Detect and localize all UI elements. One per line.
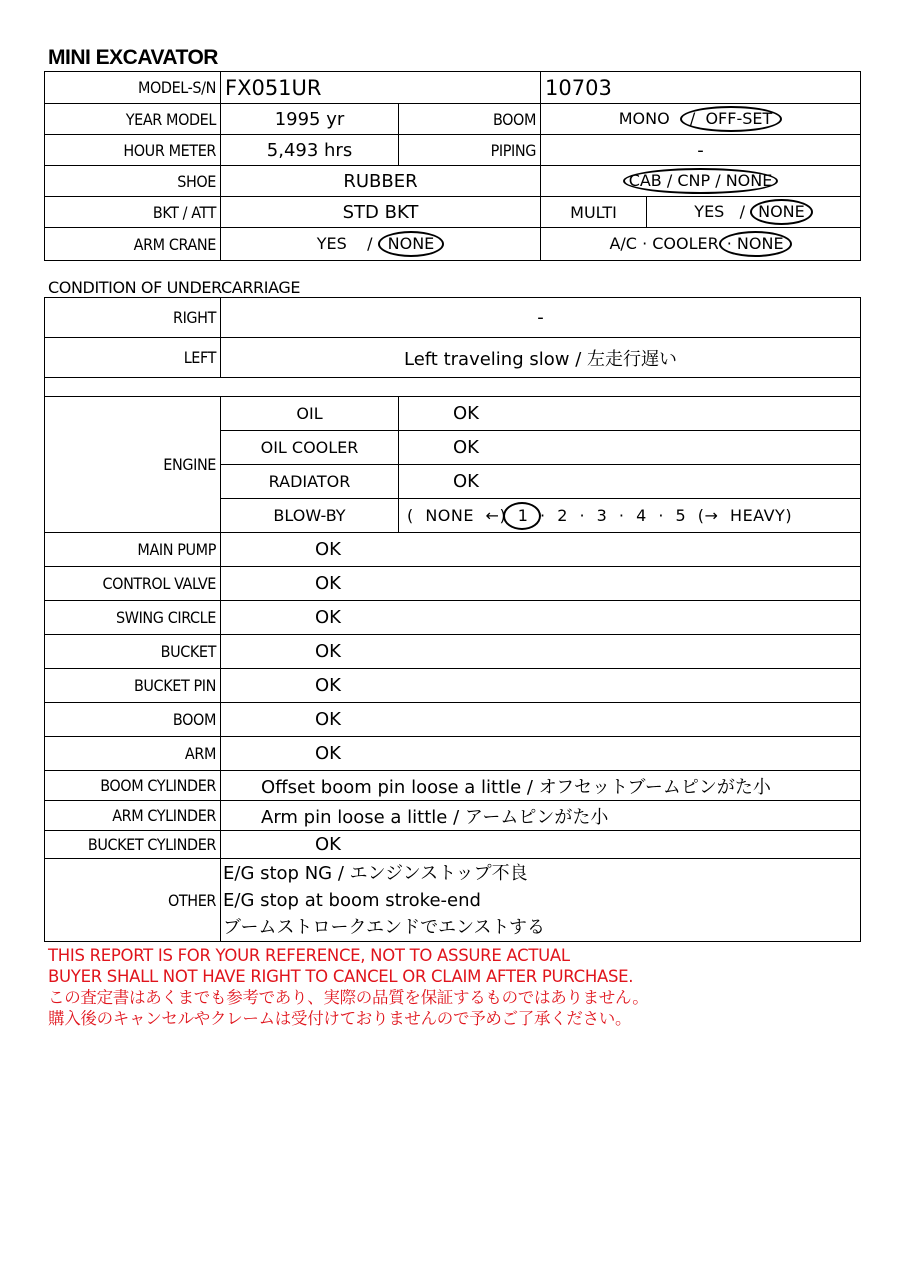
disclaimer — [48, 945, 648, 1029]
undercarriage-heading: CONDITION OF UNDERCARRIAGE — [48, 278, 301, 297]
part-label: BOOM CYLINDER — [45, 771, 221, 801]
boom-label: BOOM — [399, 104, 541, 135]
multi-none-circled: NONE — [750, 199, 813, 225]
other-line: ブームストロークエンドでエンストする — [223, 916, 546, 938]
arm-crane-label: ARM CRANE — [45, 228, 221, 261]
part-value: Offset boom pin loose a little / オフセットブームピンがた小 — [221, 771, 861, 801]
right-value: - — [221, 298, 861, 338]
part-value: OK — [221, 635, 861, 669]
part-value: OK — [221, 567, 861, 601]
oil-label: OIL — [221, 397, 399, 431]
part-value: OK — [221, 737, 861, 771]
ac-label: A/C · COOLER — [609, 234, 719, 253]
spacer-row — [45, 378, 861, 397]
part-value: OK — [221, 533, 861, 567]
engine-label: ENGINE — [45, 397, 221, 533]
piping-value: - — [541, 135, 861, 166]
ac-none-circled: · NONE — [719, 231, 792, 257]
hour-value: 5,493 hrs — [221, 135, 399, 166]
year-value: 1995 yr — [221, 104, 399, 135]
bkt-value: STD BKT — [221, 197, 541, 228]
part-value: OK — [221, 831, 861, 859]
arm-crane-yes: YES — [316, 234, 347, 253]
cab-options — [541, 166, 861, 197]
blowby-label: BLOW-BY — [221, 499, 399, 533]
serial-value: 10703 — [541, 72, 861, 104]
radiator-value: OK — [399, 465, 861, 499]
part-label: BUCKET CYLINDER — [45, 831, 221, 859]
boom-options — [541, 104, 861, 135]
oil-cooler-label: OIL COOLER — [221, 431, 399, 465]
left-value: Left traveling slow / 左走行遅い — [221, 338, 861, 378]
other-notes — [221, 859, 861, 942]
part-value: OK — [221, 601, 861, 635]
oil-cooler-value: OK — [399, 431, 861, 465]
blowby-scale-text: ( NONE ←) 1 · 2 · 3 · 4 · 5 (→ HEAVY) — [407, 506, 793, 525]
part-label: BOOM — [45, 703, 221, 737]
part-label: SWING CIRCLE — [45, 601, 221, 635]
machine-info-table — [44, 71, 861, 261]
hour-label: HOUR METER — [45, 135, 221, 166]
arm-crane-sep: / — [367, 234, 373, 253]
condition-table — [44, 297, 861, 942]
arm-crane-options — [221, 228, 541, 261]
oil-value: OK — [399, 397, 861, 431]
boom-offset: OFF-SET — [705, 109, 773, 128]
arm-crane-none-circled: NONE — [378, 231, 445, 257]
bkt-label: BKT / ATT — [45, 197, 221, 228]
blowby-selected-circle — [503, 502, 541, 530]
multi-yes: YES — [694, 202, 725, 221]
part-label: CONTROL VALVE — [45, 567, 221, 601]
part-label: BUCKET — [45, 635, 221, 669]
other-line: E/G stop at boom stroke-end — [223, 889, 481, 911]
ac-options — [541, 228, 861, 261]
part-value: Arm pin loose a little / アームピンがた小 — [221, 801, 861, 831]
disclaimer-line: BUYER SHALL NOT HAVE RIGHT TO CANCEL OR CLAIM AFTER PURCHASE. — [48, 967, 634, 986]
part-value: OK — [221, 669, 861, 703]
model-label: MODEL-S/N — [45, 72, 221, 104]
part-label: MAIN PUMP — [45, 533, 221, 567]
multi-sep: / — [739, 202, 745, 221]
radiator-label: RADIATOR — [221, 465, 399, 499]
shoe-value: RUBBER — [221, 166, 541, 197]
piping-label: PIPING — [399, 135, 541, 166]
page-title: MINI EXCAVATOR — [48, 46, 218, 69]
part-value: OK — [221, 703, 861, 737]
shoe-label: SHOE — [45, 166, 221, 197]
boom-offset-circled — [680, 106, 782, 132]
part-label: BUCKET PIN — [45, 669, 221, 703]
right-label: RIGHT — [45, 298, 221, 338]
model-value: FX051UR — [221, 72, 541, 104]
boom-sep: / — [689, 109, 696, 128]
disclaimer-line: この査定書はあくまでも参考であり、実際の品質を保証するものではありません。 — [48, 988, 649, 1007]
cab-options-circled: CAB / CNP / NONE — [623, 168, 779, 194]
other-line: E/G stop NG / エンジンストップ不良 — [223, 862, 528, 884]
part-label: ARM — [45, 737, 221, 771]
left-label: LEFT — [45, 338, 221, 378]
boom-mono: MONO — [618, 109, 670, 128]
disclaimer-line: THIS REPORT IS FOR YOUR REFERENCE, NOT TO ASSURE ACTUAL — [48, 946, 570, 965]
multi-options — [647, 197, 861, 228]
disclaimer-line: 購入後のキャンセルやクレームは受付けておりませんので予めご了承ください。 — [48, 1009, 632, 1028]
multi-label: MULTI — [541, 197, 647, 228]
other-label: OTHER — [45, 859, 221, 942]
year-label: YEAR MODEL — [45, 104, 221, 135]
blowby-scale — [399, 499, 861, 533]
part-label: ARM CYLINDER — [45, 801, 221, 831]
